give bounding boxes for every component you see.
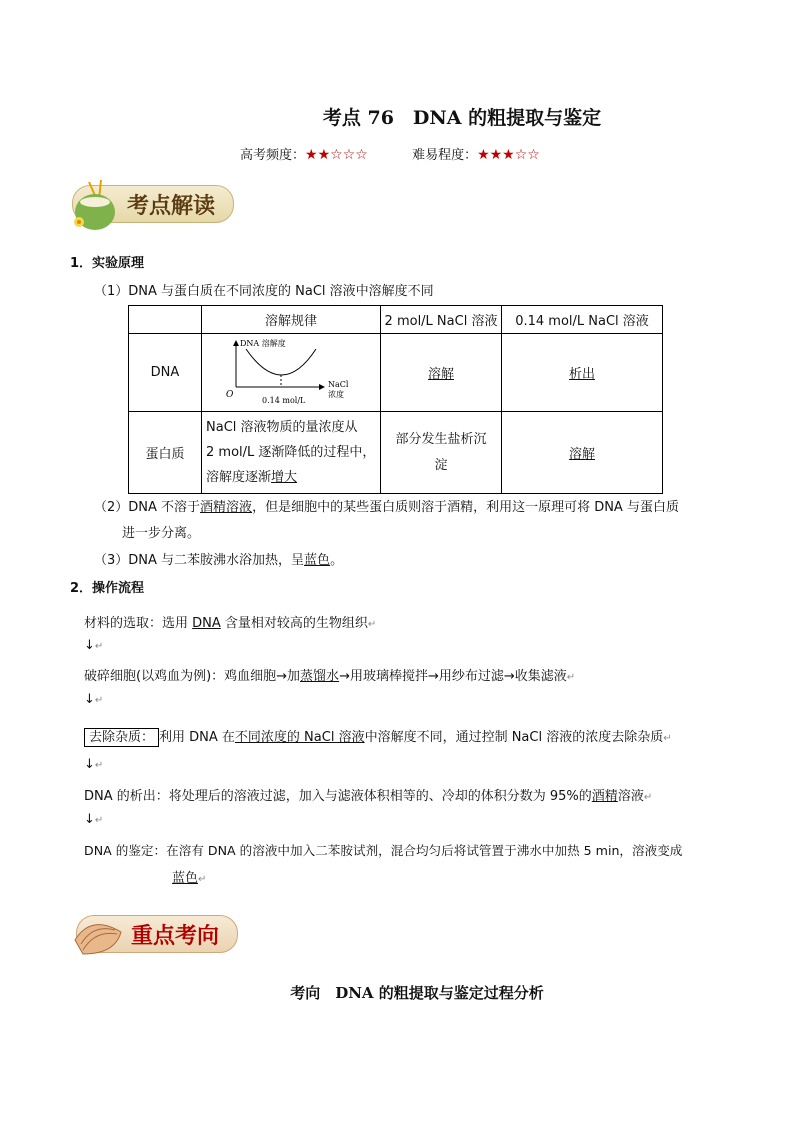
section1-heading: 1．实验原理: [70, 256, 145, 271]
frequency-label: 高考频度：: [240, 148, 306, 163]
difficulty-stars-empty: ☆☆: [514, 147, 540, 163]
step-dna-identify-cont: 蓝色↵: [172, 871, 207, 886]
graph-tick: 0.14 mol/L: [262, 395, 306, 405]
flow-arrow-3: ↓↵: [84, 757, 104, 772]
step-break-cells: 破碎细胞(以鸡血为例)：鸡血细胞→加蒸馏水→用玻璃棒搅拌→用纱布过滤→收集滤液↵: [84, 669, 576, 684]
table-header-empty: [129, 306, 202, 334]
banner2-text: 重点考向: [131, 922, 220, 949]
difficulty-label: 难易程度：: [412, 148, 478, 163]
dna-solubility-graph-cell: [202, 334, 381, 412]
protein-rule-cell: NaCl 溶液物质的量浓度从 2 mol/L 逐渐降低的过程中， 溶解度逐渐增大: [202, 412, 381, 494]
table-header-rule: 溶解规律: [202, 306, 381, 334]
graph-xlabel-1: NaCl: [328, 379, 349, 389]
protein-014mol-cell: 溶解: [502, 412, 663, 494]
frequency-stars-filled: ★★: [305, 147, 331, 163]
dna-2mol-cell: 溶解: [381, 334, 502, 412]
graph-origin: O: [226, 389, 234, 400]
protein-2mol-cell: 部分发生盐析沉 淀: [381, 412, 502, 494]
dna-solubility-graph: [202, 335, 378, 411]
row-dna-label: DNA: [129, 334, 202, 412]
principle-item-2: （2）DNA 不溶于酒精溶液，但是细胞中的某些蛋白质则溶于酒精，利用这一原理可将 DNA 与蛋白质: [94, 500, 679, 515]
banner-kaodian-jiedu: [72, 178, 234, 230]
difficulty-stars-filled: ★★★: [477, 147, 515, 163]
graph-xlabel-2: 浓度: [328, 389, 344, 399]
solubility-table: [128, 305, 663, 494]
dna-014mol-cell: 析出: [502, 334, 663, 412]
banner1-text: 考点解读: [127, 192, 216, 219]
flow-arrow-1: ↓↵: [84, 638, 104, 653]
banner-zhongdian-kaoxiang: [76, 908, 238, 960]
step-dna-precipitate: DNA 的析出：将处理后的溶液过滤，加入与滤液体积相等的、冷却的体积分数为 95%的酒精溶液↵: [84, 789, 653, 804]
coconut-drink-icon: [67, 176, 123, 232]
step-dna-identify: DNA 的鉴定：在溶有 DNA 的溶液中加入二苯胺试剂，混合均匀后将试管置于沸水中加热 5 min，溶液变成: [84, 843, 683, 858]
row-protein-label: 蛋白质: [129, 412, 202, 494]
frequency-line: [240, 144, 540, 163]
frequency-stars-empty: ☆☆☆: [330, 147, 368, 163]
section2-heading: 2．操作流程: [70, 581, 145, 596]
remove-impurities-box: 去除杂质：: [84, 728, 159, 747]
principle-item-1: （1）DNA 与蛋白质在不同浓度的 NaCl 溶液中溶解度不同: [94, 284, 434, 299]
flow-arrow-4: ↓↵: [84, 812, 104, 827]
principle-item-3: （3）DNA 与二苯胺沸水浴加热，呈蓝色。: [94, 553, 344, 568]
section-subtitle: 考向 DNA 的粗提取与鉴定过程分析: [290, 984, 544, 1002]
seashell-icon: [69, 910, 129, 962]
page-title: 考点 76 DNA 的粗提取与鉴定: [322, 107, 602, 129]
table-header-2mol: 2 mol/L NaCl 溶液: [381, 306, 502, 334]
graph-ylabel: DNA 溶解度: [240, 338, 286, 348]
table-header-014mol: 0.14 mol/L NaCl 溶液: [502, 306, 663, 334]
principle-item-2-cont: 进一步分离。: [122, 526, 201, 541]
step-material: 材料的选取：选用 DNA 含量相对较高的生物组织↵: [84, 616, 377, 631]
flow-arrow-2: ↓↵: [84, 692, 104, 707]
step-remove-impurities: 去除杂质： 利用 DNA 在不同浓度的 NaCl 溶液中溶解度不同，通过控制 NaCl 溶液的浓度去除杂质↵: [84, 726, 672, 745]
